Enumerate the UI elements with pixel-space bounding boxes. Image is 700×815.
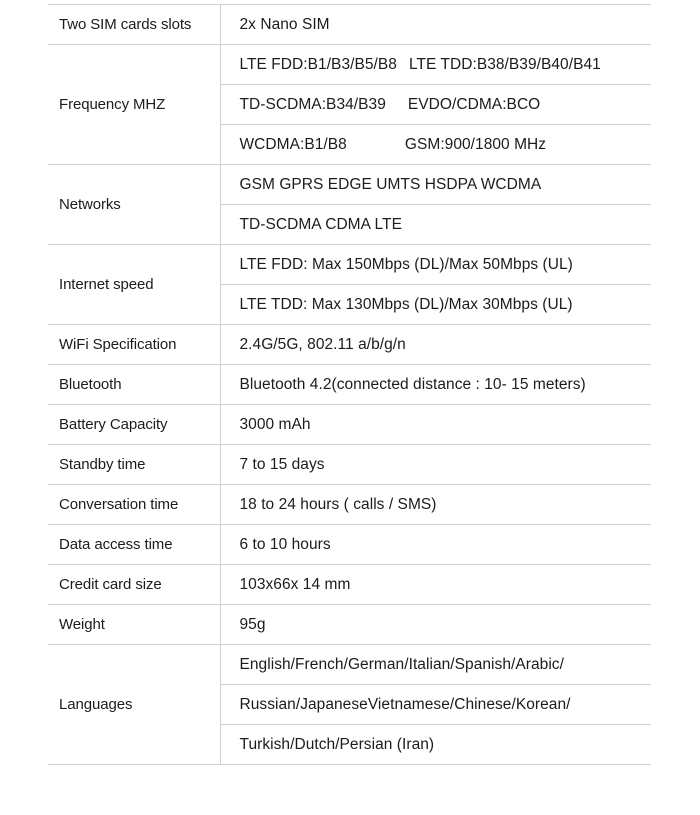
spec-value-languages-1: English/French/German/Italian/Spanish/Arabic/ [220,645,651,685]
spec-label-sim: Two SIM cards slots [48,5,220,45]
spec-row-conversation [48,485,651,525]
spec-value-wifi: 2.4G/5G, 802.11 a/b/g/n [220,325,651,365]
spec-value-frequency-lte [220,45,651,85]
spec-value-sim: 2x Nano SIM [220,5,651,45]
spec-label-size: Credit card size [48,565,220,605]
spec-row-networks [48,165,651,205]
spec-value-battery: 3000 mAh [220,405,651,445]
spec-value-bluetooth: Bluetooth 4.2(connected distance : 10- 15 meters) [220,365,651,405]
spec-label-languages: Languages [48,645,220,765]
frequency-gsm: GSM:900/1800 MHz [404,135,547,153]
frequency-lte-tdd: LTE TDD:B38/B39/B40/B41 [408,55,601,73]
spec-label-battery: Battery Capacity [48,405,220,445]
spec-label-data-access: Data access time [48,525,220,565]
spec-label-weight: Weight [48,605,220,645]
spec-value-conversation: 18 to 24 hours ( calls / SMS) [220,485,651,525]
spec-value-frequency-wcdma [220,125,651,165]
spec-row-frequency [48,45,651,85]
spec-value-networks-2: TD-SCDMA CDMA LTE [220,205,651,245]
spec-row-bluetooth [48,365,651,405]
spec-label-internet-speed: Internet speed [48,245,220,325]
spec-value-size: 103x66x 14 mm [220,565,651,605]
spec-table [48,4,651,765]
frequency-wcdma: WCDMA:B1/B8 [239,135,347,153]
frequency-td-scdma: TD-SCDMA:B34/B39 [239,95,386,113]
spec-label-networks: Networks [48,165,220,245]
spec-label-standby: Standby time [48,445,220,485]
spec-value-languages-2: Russian/JapaneseVietnamese/Chinese/Korean/ [220,685,651,725]
spec-row-languages [48,645,651,685]
spec-row-weight [48,605,651,645]
spec-label-conversation: Conversation time [48,485,220,525]
spec-value-networks-1: GSM GPRS EDGE UMTS HSDPA WCDMA [220,165,651,205]
spec-value-weight: 95g [220,605,651,645]
spec-value-standby: 7 to 15 days [220,445,651,485]
frequency-evdo: EVDO/CDMA:BCO [407,95,541,113]
spec-value-internet-speed-1: LTE FDD: Max 150Mbps (DL)/Max 50Mbps (UL) [220,245,651,285]
spec-row-standby [48,445,651,485]
spec-label-bluetooth: Bluetooth [48,365,220,405]
spec-row-sim [48,5,651,45]
frequency-lte-fdd: LTE FDD:B1/B3/B5/B8 [239,55,397,73]
spec-label-wifi: WiFi Specification [48,325,220,365]
spec-row-battery [48,405,651,445]
spec-value-data-access: 6 to 10 hours [220,525,651,565]
spec-row-internet-speed [48,245,651,285]
spec-value-languages-3: Turkish/Dutch/Persian (Iran) [220,725,651,765]
spec-row-size [48,565,651,605]
spec-value-internet-speed-2: LTE TDD: Max 130Mbps (DL)/Max 30Mbps (UL) [220,285,651,325]
spec-row-data-access [48,525,651,565]
spec-value-frequency-td [220,85,651,125]
spec-row-wifi [48,325,651,365]
spec-label-frequency: Frequency MHZ [48,45,220,165]
